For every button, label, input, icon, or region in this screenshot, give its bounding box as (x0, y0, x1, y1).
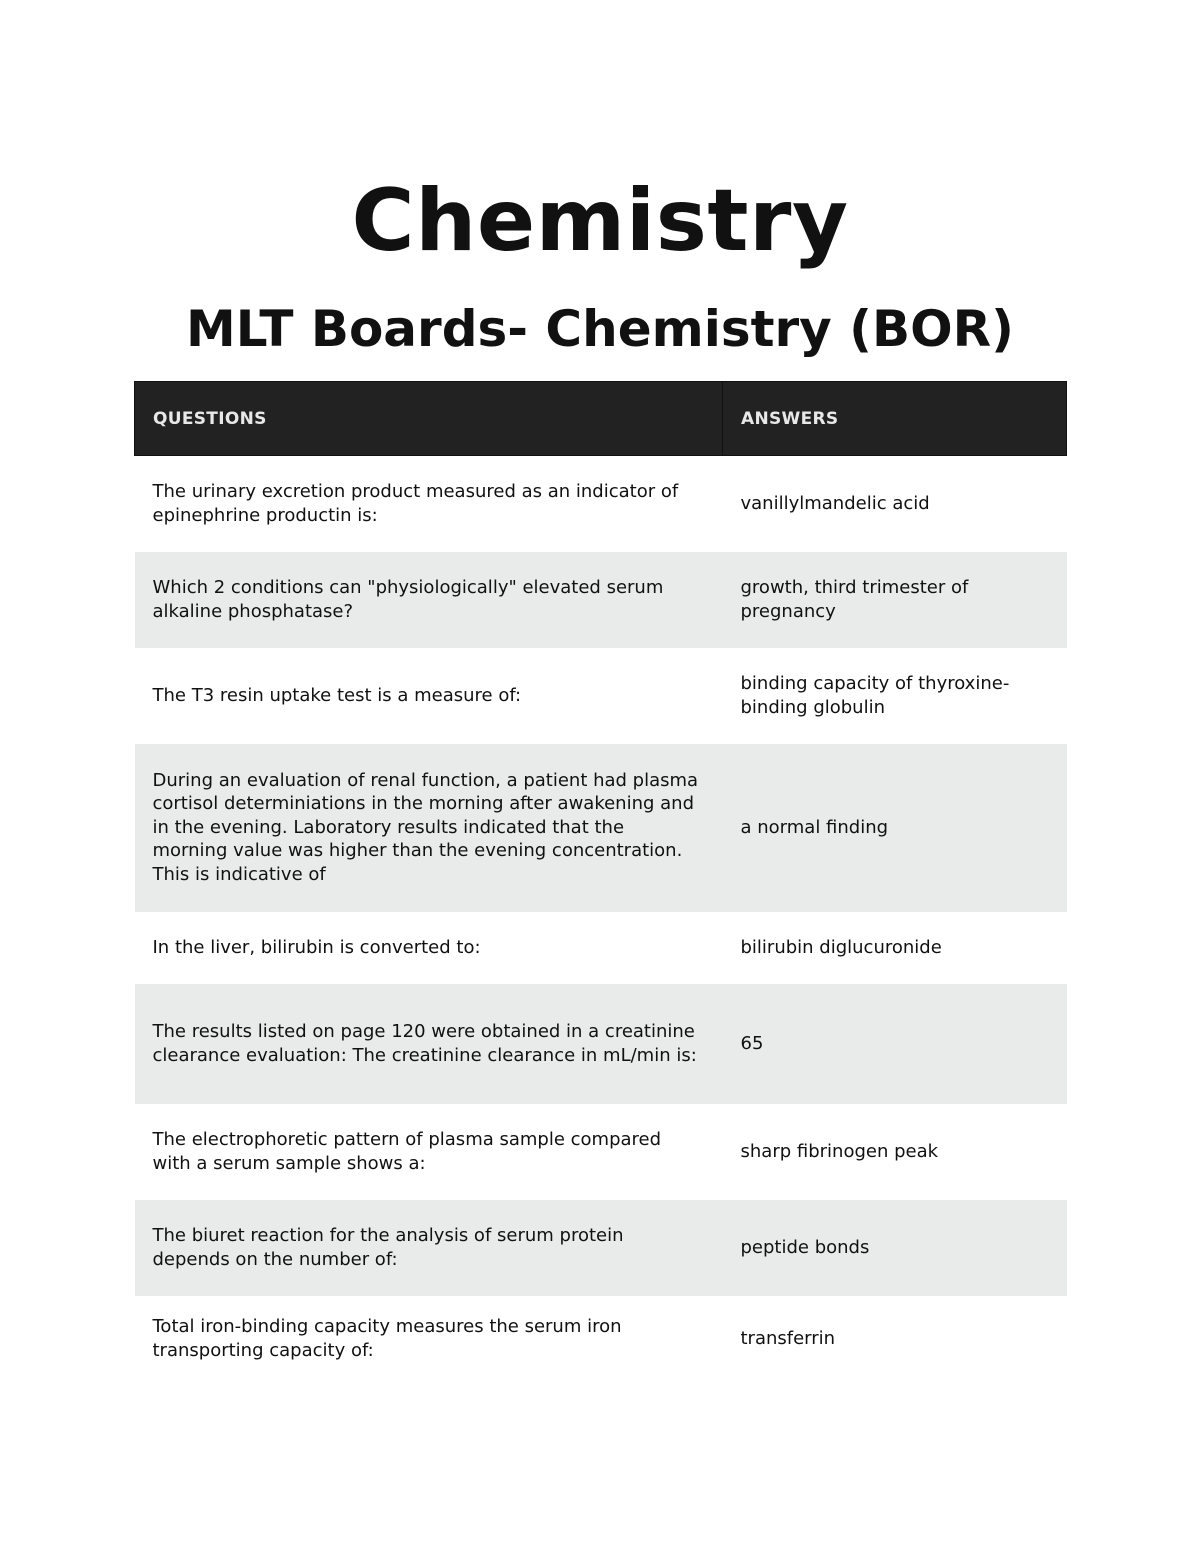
table-row (135, 1296, 1067, 1382)
question-cell: Which 2 conditions can "physiologically" elevated serum alkaline phosphatase? (135, 552, 723, 648)
qa-table-body (135, 456, 1067, 1382)
table-row (135, 552, 1067, 648)
question-cell: In the liver, bilirubin is converted to: (135, 912, 723, 984)
table-row (135, 1104, 1067, 1200)
table-row (135, 648, 1067, 744)
table-row (135, 456, 1067, 552)
answer-cell: bilirubin diglucuronide (723, 912, 1067, 984)
answer-cell: transferrin (723, 1296, 1067, 1382)
question-cell: Total iron-binding capacity measures the serum iron transporting capacity of: (135, 1296, 723, 1382)
answer-cell: a normal finding (723, 744, 1067, 912)
table-row (135, 912, 1067, 984)
question-cell: During an evaluation of renal function, a patient had plasma cortisol determiniations in the morning after awakening and in the evening. Laboratory results indicated that the morning value was higher than the evening concentration. This is indicative of (135, 744, 723, 912)
answer-cell: sharp fibrinogen peak (723, 1104, 1067, 1200)
question-cell: The biuret reaction for the analysis of serum protein depends on the number of: (135, 1200, 723, 1296)
qa-table (134, 381, 1067, 1382)
table-row (135, 744, 1067, 912)
answers-header: ANSWERS (723, 382, 1067, 456)
answer-cell: peptide bonds (723, 1200, 1067, 1296)
table-row (135, 984, 1067, 1104)
document-title: Chemistry (351, 171, 849, 271)
question-cell: The electrophoretic pattern of plasma sample compared with a serum sample shows a: (135, 1104, 723, 1200)
table-row (135, 1200, 1067, 1296)
question-cell: The urinary excretion product measured as an indicator of epinephrine productin is: (135, 456, 723, 552)
header-row (135, 382, 1067, 456)
qa-table-header (135, 382, 1067, 456)
document-subtitle: MLT Boards- Chemistry (BOR) (185, 300, 1014, 358)
answer-cell: vanillylmandelic acid (723, 456, 1067, 552)
question-cell: The T3 resin uptake test is a measure of: (135, 648, 723, 744)
question-cell: The results listed on page 120 were obtained in a creatinine clearance evaluation: The creatinine clearance in mL/min is: (135, 984, 723, 1104)
questions-header: QUESTIONS (135, 382, 723, 456)
answer-cell: binding capacity of thyroxine-binding globulin (723, 648, 1067, 744)
answer-cell: 65 (723, 984, 1067, 1104)
answer-cell: growth, third trimester of pregnancy (723, 552, 1067, 648)
